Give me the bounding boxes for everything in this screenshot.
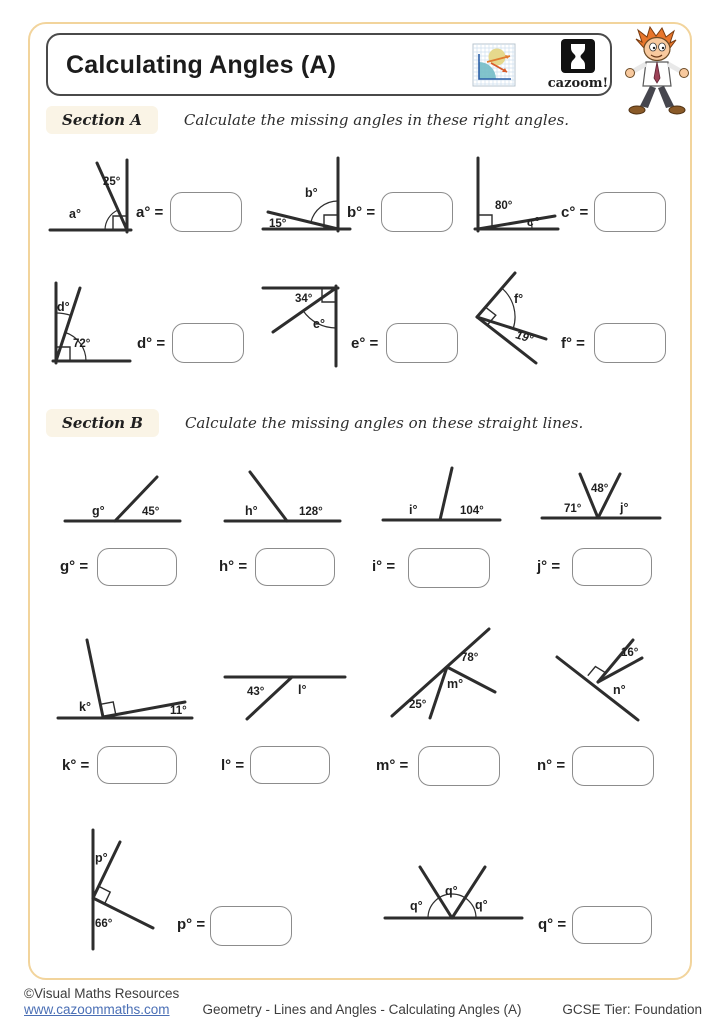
- angle-value: 15°: [269, 218, 287, 230]
- diagram-b: [255, 152, 355, 237]
- section-b-label: Section B: [46, 409, 159, 437]
- diagram-l: [218, 640, 353, 725]
- ray: [598, 658, 642, 682]
- brand-text: cazoom!: [547, 76, 609, 91]
- angle-value: 34°: [295, 293, 313, 305]
- answer-box-c[interactable]: [594, 192, 666, 232]
- answer-label-c: c° =: [561, 204, 589, 221]
- angle-label: a°: [69, 207, 81, 221]
- answer-box-d[interactable]: [172, 323, 244, 363]
- answer-box-n[interactable]: [572, 746, 654, 786]
- angle-label: j°: [620, 501, 629, 515]
- ray: [598, 474, 620, 518]
- angle-value: 48°: [591, 483, 609, 495]
- angle-arc: [105, 210, 118, 230]
- footer-tier: GCSE Tier: Foundation: [562, 1002, 702, 1017]
- answer-box-p[interactable]: [210, 906, 292, 946]
- angle-label: c°: [527, 215, 539, 229]
- answer-label-h: h° =: [219, 558, 248, 575]
- answer-box-a[interactable]: [170, 192, 242, 232]
- answer-label-n: n° =: [537, 757, 566, 774]
- cazoom-logo: [547, 39, 609, 93]
- angle-label: e°: [313, 317, 325, 331]
- angle-label: l°: [298, 683, 307, 697]
- angle-label: k°: [79, 700, 91, 714]
- diagram-m: [385, 628, 507, 726]
- angle-label: d°: [57, 300, 70, 314]
- answer-label-b: b° =: [347, 204, 376, 221]
- diagram-k: [52, 630, 200, 725]
- angle-value: 16°: [621, 647, 639, 659]
- angle-value: 25°: [409, 699, 427, 711]
- answer-label-l: l° =: [221, 757, 245, 774]
- diagram-i: [376, 465, 506, 527]
- angle-label: p°: [95, 851, 108, 865]
- diagram-h: [218, 465, 348, 527]
- diagram-f: [468, 272, 568, 372]
- ray: [56, 288, 80, 361]
- title-box: [46, 33, 612, 96]
- diagram-d: [48, 278, 140, 370]
- ray: [478, 216, 555, 229]
- ray: [580, 474, 598, 518]
- answer-label-k: k° =: [62, 757, 90, 774]
- page-title: Calculating Angles (A): [66, 51, 337, 79]
- diagram-g: [58, 465, 188, 527]
- ray: [247, 677, 292, 719]
- answer-label-j: j° =: [537, 558, 561, 575]
- answer-box-g[interactable]: [97, 548, 177, 586]
- footer-center-text: Geometry - Lines and Angles - Calculating Angles (A): [202, 1002, 522, 1017]
- angle-label: i°: [409, 503, 418, 517]
- answer-box-j[interactable]: [572, 548, 652, 586]
- section-a-header: [46, 106, 569, 134]
- diagram-j: [536, 465, 666, 527]
- answer-label-g: g° =: [60, 558, 89, 575]
- diagram-c: [468, 152, 565, 237]
- answer-box-b[interactable]: [381, 192, 453, 232]
- answer-box-k[interactable]: [97, 746, 177, 784]
- angle-label: q°: [410, 899, 423, 913]
- answer-box-h[interactable]: [255, 548, 335, 586]
- section-a-instruction: Calculate the missing angles in these right angles.: [183, 111, 570, 129]
- ray: [97, 163, 127, 230]
- angle-value: 19°: [514, 329, 535, 346]
- answer-label-i: i° =: [372, 558, 396, 575]
- angle-label: h°: [245, 504, 258, 518]
- answer-box-l[interactable]: [250, 746, 330, 784]
- diagram-a: [45, 152, 140, 237]
- section-b-header: [46, 409, 583, 437]
- ray: [477, 317, 546, 339]
- angle-value: 11°: [170, 705, 187, 717]
- angle-label: q°: [445, 884, 458, 898]
- answer-box-q[interactable]: [572, 906, 652, 944]
- answer-label-m: m° =: [376, 757, 409, 774]
- angle-value: 43°: [247, 686, 265, 698]
- angle-label: b°: [305, 186, 318, 200]
- diagram-q: [383, 855, 528, 923]
- answer-label-f: f° =: [561, 335, 585, 352]
- answer-label-q: q° =: [538, 916, 567, 933]
- ray: [477, 273, 515, 317]
- answer-box-f[interactable]: [594, 323, 666, 363]
- answer-label-p: p° =: [177, 916, 206, 933]
- footer-url-link[interactable]: www.cazoommaths.com: [24, 1002, 170, 1017]
- angle-value: 66°: [95, 918, 113, 930]
- angle-value: 80°: [495, 200, 513, 212]
- section-b-instruction: Calculate the missing angles on these straight lines.: [184, 414, 584, 432]
- answer-label-a: a° =: [136, 204, 164, 221]
- angle-label: n°: [613, 683, 626, 697]
- angle-label: q°: [475, 898, 488, 912]
- answer-box-i[interactable]: [408, 548, 490, 588]
- angle-value: 25°: [103, 176, 121, 188]
- footer-copyright: ©Visual Maths Resources: [24, 986, 180, 1001]
- answer-box-m[interactable]: [418, 746, 500, 786]
- graph-logo-icon: [472, 43, 516, 89]
- angle-value: 78°: [461, 652, 479, 664]
- angle-value: 45°: [142, 506, 160, 518]
- ray: [440, 468, 452, 520]
- angle-value: 72°: [73, 338, 91, 350]
- diagram-e: [258, 278, 348, 370]
- section-a-label: Section A: [46, 106, 158, 134]
- angle-value: 104°: [460, 505, 484, 517]
- diagram-n: [545, 630, 673, 728]
- mascot-character-icon: [620, 26, 694, 118]
- answer-label-d: d° =: [137, 335, 166, 352]
- answer-label-e: e° =: [351, 335, 379, 352]
- angle-label: f°: [514, 292, 524, 306]
- angle-value: 71°: [564, 503, 582, 515]
- answer-box-e[interactable]: [386, 323, 458, 363]
- angle-value: 128°: [299, 506, 323, 518]
- line: [392, 629, 489, 716]
- diagram-p: [80, 828, 192, 953]
- angle-label: g°: [92, 504, 105, 518]
- angle-label: m°: [447, 677, 464, 691]
